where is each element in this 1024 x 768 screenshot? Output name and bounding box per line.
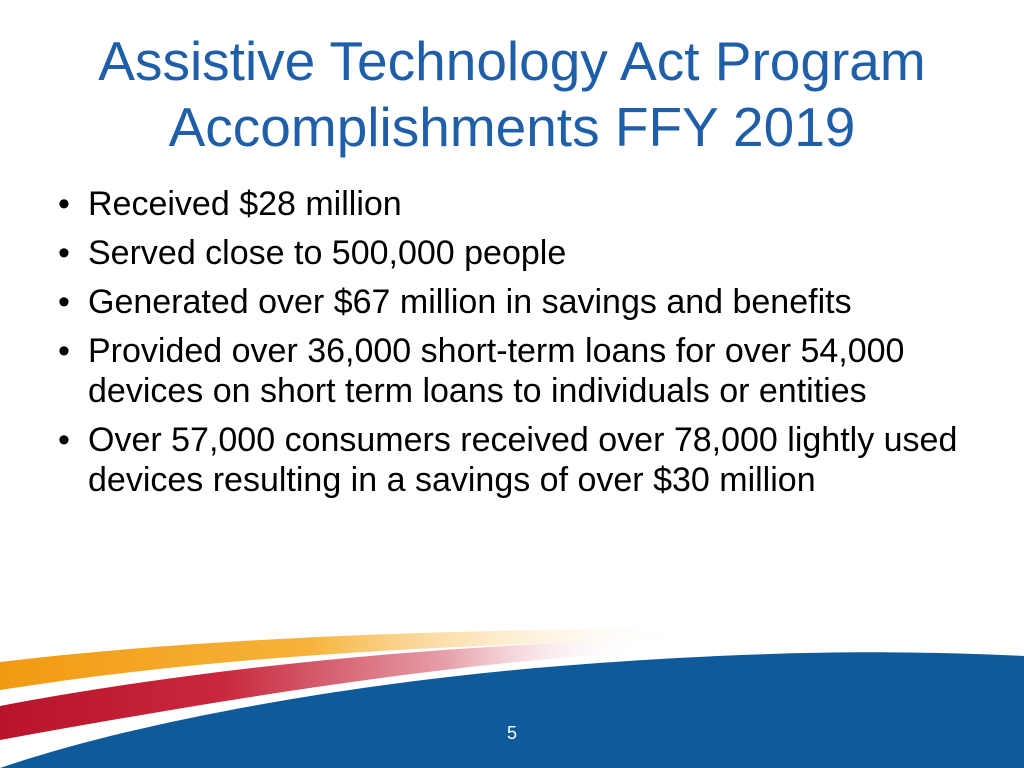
bullet-text: Served close to 500,000 people — [88, 234, 567, 272]
bullet-marker: • — [58, 185, 70, 223]
bullet-text: Over 57,000 consumers received over 78,000 lightly used devices resulting in a savings of over $30 million — [88, 421, 958, 499]
slide-title-line-2: Accomplishments FFY 2019 — [168, 96, 856, 158]
bullet-marker: • — [58, 234, 70, 272]
bullet-marker: • — [58, 332, 70, 370]
bullet-text: Received $28 million — [88, 185, 402, 223]
bullet-text: Generated over $67 million in savings and benefits — [88, 283, 852, 321]
bullet-marker: • — [58, 283, 70, 321]
bullet-marker: • — [58, 421, 70, 459]
page-number: 5 — [506, 723, 517, 743]
bullet-text: Provided over 36,000 short-term loans for over 54,000 devices on short term loans to individuals or entities — [88, 332, 905, 410]
slide-title-line-1: Assistive Technology Act Program — [98, 30, 926, 92]
